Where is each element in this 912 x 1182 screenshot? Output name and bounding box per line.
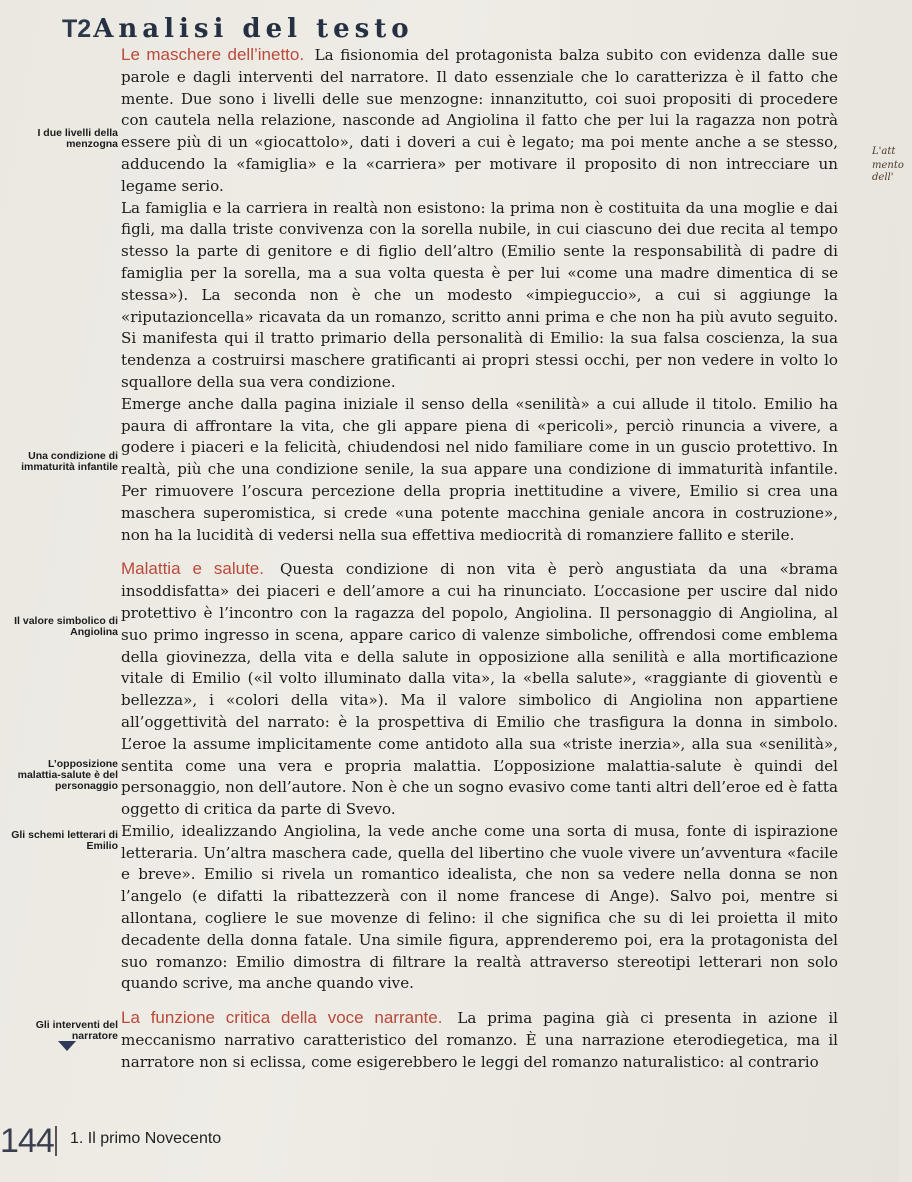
subsection-heading: Malattia e salute. [121,559,264,579]
margin-note: I due livelli della menzogna [37,127,118,150]
paragraph: Emerge anche dalla pagina iniziale il senso della «senilità» a cui allude il titolo. Emilio ha paura di affrontare la vita, che gli appare piena di «pericoli», perciò rinuncia a vivere, a godere i piaceri e la felicità, chiudendosi nel nido familiare come in un guscio protettivo. In realtà, più che una condizione senile, la sua appare una condizione di immaturità infantile. Per rimuovere l’oscura percezione della propria inettitudine a vivere, Emilio si crea una maschera superomistica, si crede «una potente macchina geniale ancora in costruzione», non ha la lucidità di vedersi nella sua effettiva mediocrità di romanziere fallito e sterile. [121,394,838,544]
body-text [121,44,838,1074]
paragraph-text: La prima pagina già ci presenta in azione il meccanismo narrativo caratteristico del romanzo. È una narrazione eterodiegetica, ma il narratore non si eclissa, come esigerebbero le leggi del romanzo naturalistico: al contrario [121,1009,838,1071]
margin-note: L’opposizione malattia-salute è del personaggio [17,758,118,792]
edge-note: mento [872,160,904,171]
paragraph [121,1007,838,1073]
margin-note: Gli interventi del narratore [35,1019,118,1042]
subsection-heading: La funzione critica della voce narrante. [121,1008,443,1028]
edge-note: L'att [872,146,896,157]
margin-note: Il valore simbolico di Angiolina [14,615,118,638]
section-title: Analisi del testo [93,14,414,44]
paragraph: La famiglia e la carriera in realtà non esistono: la prima non è costituita da una moglie e dai figli, ma dalla triste convivenza con la sorella nubile, in cui ciascuno dei due recita al tempo stesso la parte di genitore e di figlio dell’altro (Emilio sente la responsabilità di padre di famiglia per la sorella, ma a sua volta questa è per lui «come una madre dimentica di se stessa»). La seconda non è che un modesto «impieguccio», a cui si aggiunge la «riputazioncella» ricavata da un romanzo, scritto anni prima e che non ha più avuto seguito. Si manifesta qui il tratto primario della personalità di Emilio: la sua falsa coscienza, la sua tendenza a costruirsi maschere gratificanti ai propri stessi occhi, per non vedere in volto lo squallore della sua vera condizione. [121,198,838,391]
subsection-heading: Le maschere dell’inetto. [121,45,305,64]
edge-note: dell' [872,172,894,183]
page-number: 144 [0,1122,54,1160]
section-badge: T2 [62,15,92,43]
divider [55,1126,57,1156]
arrow-down-icon [58,1041,76,1051]
paragraph [121,558,838,821]
paragraph: Emilio, idealizzando Angiolina, la vede anche come una sorta di musa, fonte di ispirazione letteraria. Un’altra maschera cade, quella del libertino che vuole vivere un’avventura «facile e breve». Emilio si rivela un romantico idealista, che non sa vedere nella donna se non l’angelo (e difatti la ribattezzerà con il nome francese di Ange). Salvo poi, mentre si allontana, cogliere le sue movenze di felino: il che significa che su di lei proietta il mito decadente della donna fatale. Una simile figura, apprenderemo poi, era la protagonista del suo romanzo: Emilio dimostra di filtrare la realtà attraverso stereotipi letterari non solo quando scrive, ma anche quando vive. [121,821,838,993]
margin-note: Gli schemi letterari di Emilio [11,829,118,852]
paragraph [121,44,838,198]
paragraph-text: La fisionomia del protagonista balza subito con evidenza dalle sue parole e dagli interventi del narratore. Il dato essenziale che lo caratterizza è il fatto che mente. Due sono i livelli delle sue menzogne: innanzitutto, coi suoi propositi di procedere con cautela nella relazione, nasconde ad Angiolina il fatto che per lui la ragazza non potrà essere più di un «giocattolo», dati i doveri a cui è legato; ma poi mente anche a se stesso, adducendo la «famiglia» e la «carriera» per motivare il proposito di non intrecciare un legame serio. [121,46,838,195]
margin-note: Una condizione di immaturità infantile [21,450,118,473]
chapter-title: 1. Il primo Novecento [70,1130,222,1147]
section-header [62,14,414,44]
page-footer [0,1122,899,1162]
paragraph-text: Questa condizione di non vita è però angustiata da una «brama insoddisfatta» dei piaceri e dell’amore a cui ha rinunciato. L’occasione per uscire dal nido protettivo è l’incontro con la ragazza del popolo, Angiolina. Il personaggio di Angiolina, al suo primo ingresso in scena, appare carico di valenze simboliche, offrendosi come emblema della giovinezza, della vita e della salute in opposizione alla senilità e alla mortificazione vitale di Emilio («il volto illuminato dalla vita», la «bella salute», «raggiante di gioventù e bellezza», i «colori della vita»). Ma il valore simbolico di Angiolina non appartiene all’oggettività del narrato: è la prospettiva di Emilio che trasfigura la donna in simbolo. L’eroe la assume implicitamente come antidoto alla sua «triste inerzia», alla sua «senilità», sentita come una vera e propria malattia. L’opposizione malattia-salute è quindi del personaggio, non dell’autore. Non è che un sogno evasivo come tanti altri dell’eroe ed è fatta oggetto di critica da parte di Svevo. [121,560,838,819]
